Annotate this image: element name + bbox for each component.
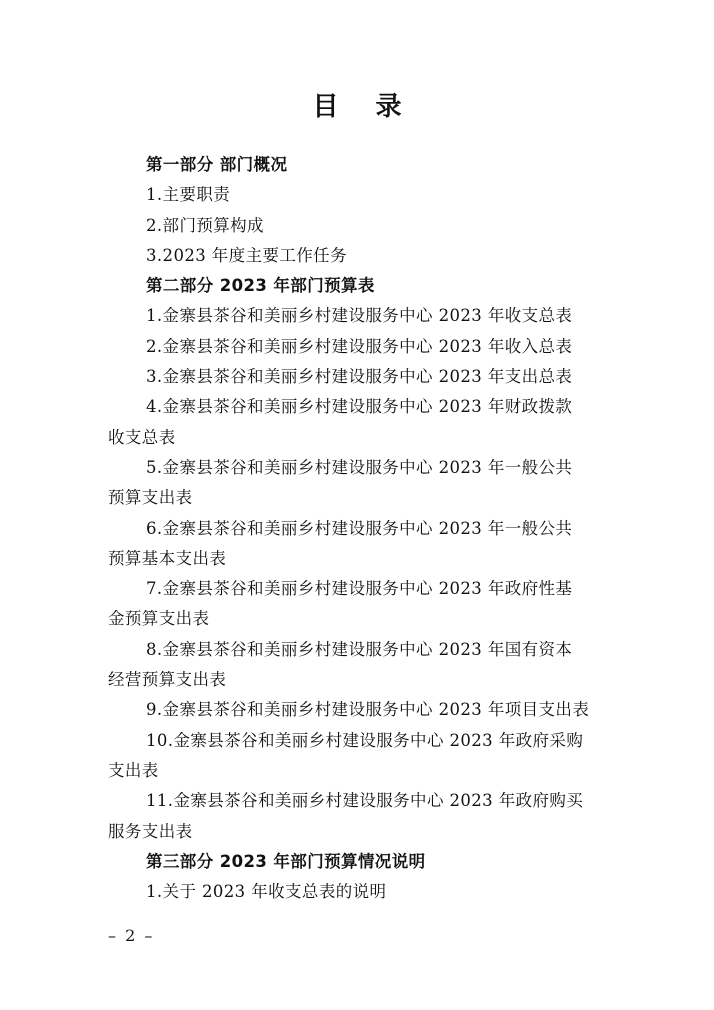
toc-item: 8.金寨县茶谷和美丽乡村建设服务中心 2023 年国有资本 [146,639,573,659]
toc-item: 1.关于 2023 年收支总表的说明 [146,882,387,902]
part-heading: 第三部分 2023 年部门预算情况说明 [146,851,426,871]
toc-item-continuation: 服务支出表 [108,821,193,841]
toc-item: 7.金寨县茶谷和美丽乡村建设服务中心 2023 年政府性基 [146,579,573,599]
toc-item: 3.金寨县茶谷和美丽乡村建设服务中心 2023 年支出总表 [146,367,573,387]
toc-item-continuation: 金预算支出表 [108,609,210,629]
part-heading: 第一部分 部门概况 [146,155,288,174]
toc-item-continuation: 支出表 [108,760,159,780]
toc-item-continuation: 经营预算支出表 [108,670,227,690]
toc-item: 6.金寨县茶谷和美丽乡村建设服务中心 2023 年一般公共 [146,518,573,538]
toc-item: 2.部门预算构成 [146,215,264,235]
table-of-contents [108,150,608,907]
toc-item: 2.金寨县茶谷和美丽乡村建设服务中心 2023 年收入总表 [146,336,573,356]
toc-item: 1.主要职责 [146,185,231,205]
toc-item: 11.金寨县茶谷和美丽乡村建设服务中心 2023 年政府购买 [146,791,584,811]
toc-item-continuation: 收支总表 [108,427,176,447]
toc-item: 10.金寨县茶谷和美丽乡村建设服务中心 2023 年政府采购 [146,730,584,750]
page-number: – 2 – [108,926,155,945]
toc-item: 1.金寨县茶谷和美丽乡村建设服务中心 2023 年收支总表 [146,306,573,326]
page-title: 目 录 [312,92,416,122]
part-heading: 第二部分 2023 年部门预算表 [146,276,375,296]
toc-item: 3.2023 年度主要工作任务 [146,245,347,265]
toc-item: 4.金寨县茶谷和美丽乡村建设服务中心 2023 年财政拨款 [146,397,573,417]
toc-item-continuation: 预算支出表 [108,488,193,508]
toc-item: 5.金寨县茶谷和美丽乡村建设服务中心 2023 年一般公共 [146,457,573,477]
toc-item-continuation: 预算基本支出表 [108,548,227,568]
toc-item: 9.金寨县茶谷和美丽乡村建设服务中心 2023 年项目支出表 [146,700,590,720]
